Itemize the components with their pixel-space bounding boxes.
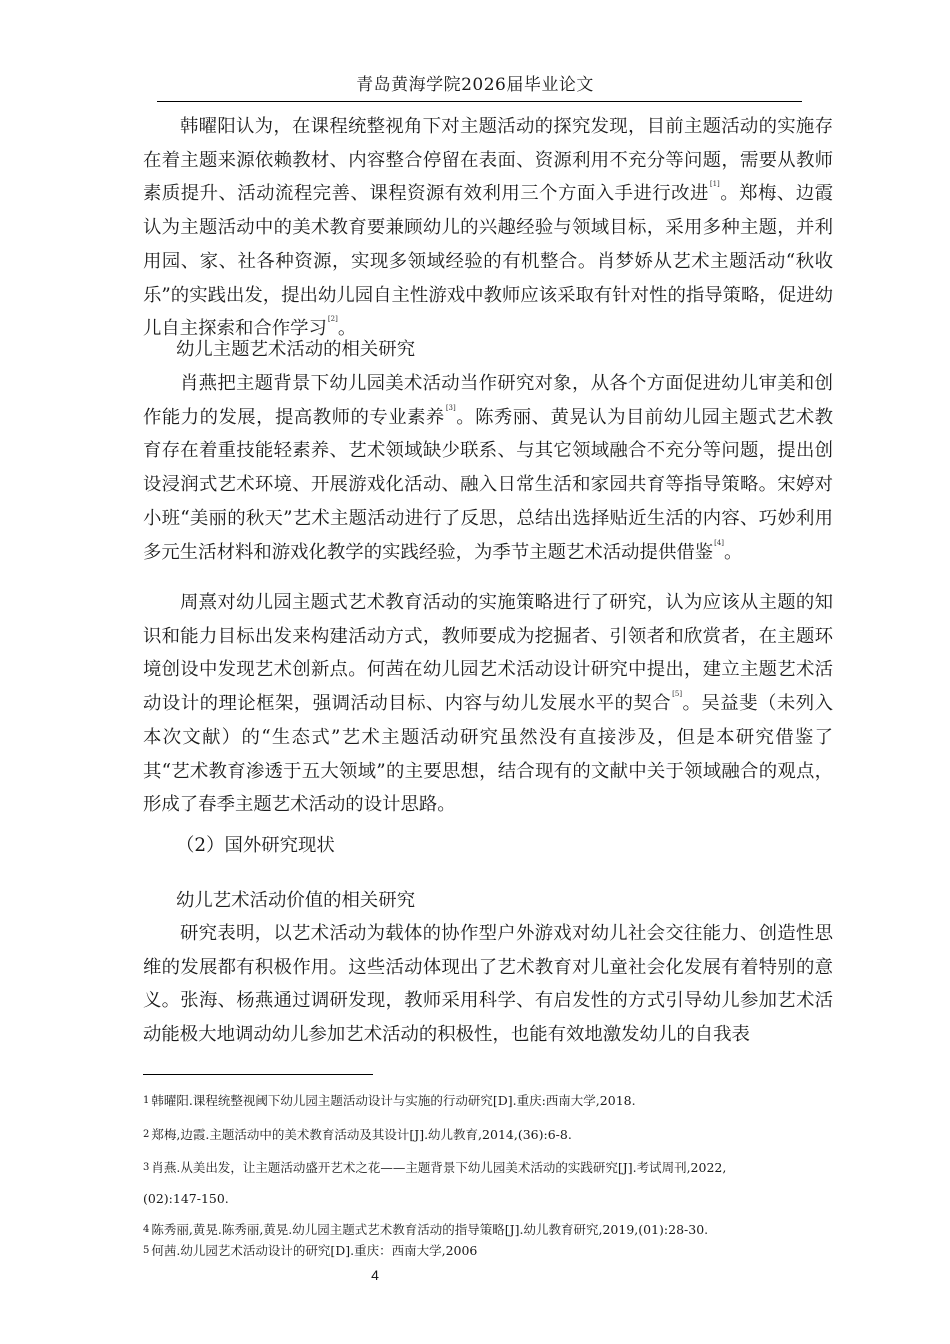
footnote-3-number: 3 — [143, 1162, 150, 1173]
paragraph-1 — [143, 110, 833, 346]
footnote-3-continuation: (02):147-150. — [143, 1191, 229, 1206]
citation-ref-3[interactable]: [3] — [445, 403, 456, 412]
paragraph-1-text-c: 。 — [337, 318, 357, 340]
citation-ref-4[interactable]: [4] — [714, 538, 725, 547]
footnote-1-text: 韩曜阳.课程统整视阈下幼儿园主题活动设计与实施的行动研究[D].重庆:西南大学,2018. — [151, 1093, 636, 1108]
footnote-5-text: 何茜.幼儿园艺术活动设计的研究[D].重庆：西南大学,2006 — [151, 1243, 478, 1258]
paragraph-1-text-a: 韩曜阳认为，在课程统整视角下对主题活动的探究发现，目前主题活动的实施存在着主题来源依赖教材、内容整合停留在表面、资源利用不充分等问题，需要从教师素质提升、活动流程完善、课程资源有效利用三个方面入手进行改进 — [143, 116, 833, 205]
page-number — [0, 1266, 950, 1284]
paragraph-3-text-a: 周熹对幼儿园主题式艺术教育活动的实施策略进行了研究，认为应该从主题的知识和能力目标出发来构建活动方式，教师要成为挖掘者、引领者和欣赏者，在主题环境创设中发现艺术创新点。何茜在幼儿园艺术活动设计研究中提出，建立主题艺术活动设计的理论框架，强调活动目标、内容与幼儿发展水平的契合 — [143, 592, 833, 715]
citation-ref-5[interactable]: [5] — [672, 690, 683, 699]
footnote-1-number: 1 — [143, 1095, 150, 1106]
footnote-2-text: 郑梅,边霞.主题活动中的美术教育活动及其设计[J].幼儿教育,2014,(36):6-8. — [151, 1127, 572, 1142]
footnote-4-number: 4 — [143, 1224, 150, 1235]
citation-ref-1[interactable]: [1] — [709, 180, 720, 189]
subheading-domestic-theme-art: 幼儿主题艺术活动的相关研究 — [176, 339, 416, 360]
page-header-title: 青岛黄海学院2026届毕业论文 — [356, 75, 594, 95]
paragraph-4: 研究表明，以艺术活动为载体的协作型户外游戏对幼儿社会交往能力、创造性思维的发展都有积极作用。这些活动体现出了艺术教育对儿童社会化发展有着特别的意义。张海、杨燕通过调研发现，教师采用科学、有启发性的方式引导幼儿参加艺术活动能极大地调动幼儿参加艺术活动的积极性，也能有效地激发幼儿的自我表 — [143, 923, 833, 1046]
paragraph-3 — [143, 586, 833, 822]
footnote-4-text: 陈秀丽,黄晃.陈秀丽,黄晃.幼儿园主题式艺术教育活动的指导策略[J].幼儿教育研究,2019,(01):28-30. — [151, 1222, 709, 1237]
paragraph-2 — [143, 367, 833, 569]
paragraph-2-text-a: 肖燕把主题背景下幼儿园美术活动当作研究对象，从各个方面促进幼儿审美和创作能力的发展，提高教师的专业素养 — [143, 373, 833, 428]
footnote-2 — [143, 1126, 833, 1146]
paragraph-1-text-b: 。郑梅、边霞认为主题活动中的美术教育要兼顾幼儿的兴趣经验与领域目标，采用多种主题，并利用园、家、社各种资源，实现多领域经验的有机整合。肖梦娇从艺术主题活动“秋收乐”的实践出发，提出幼儿园自主性游戏中教师应该采取有针对性的指导策略，促进幼儿自主探索和合作学习 — [143, 183, 833, 340]
paragraph-3-text-b: 。吴益斐（未列入本次文献）的“生态式”艺术主题活动研究虽然没有直接涉及，但是本研究借鉴了其“艺术教育渗透于五大领域”的主要思想，结合现有的文献中关于领域融合的观点，形成了春季主题艺术活动的设计思路。 — [143, 693, 833, 816]
footnote-1 — [143, 1092, 833, 1112]
footnote-3-text: 肖燕.从美出发，让主题活动盛开艺术之花——主题背景下幼儿园美术活动的实践研究[J].考试周刊,2022, — [151, 1160, 727, 1175]
citation-ref-2[interactable]: [2] — [327, 315, 338, 324]
footnote-2-number: 2 — [143, 1129, 150, 1140]
footnote-5-number: 5 — [143, 1245, 150, 1256]
footnote-separator — [143, 1074, 373, 1075]
subheading-art-activity-value: 幼儿艺术活动价值的相关研究 — [176, 890, 416, 911]
section-heading-foreign-research: （2）国外研究现状 — [176, 835, 335, 856]
page-number-value: 4 — [371, 1267, 379, 1283]
paragraph-2-text-c: 。 — [724, 541, 743, 563]
paragraph-2-text-b: 。陈秀丽、黄晃认为目前幼儿园主题式艺术教育存在着重技能轻素养、艺术领域缺少联系、与其它领域融合不充分等问题，提出创设浸润式艺术环境、开展游戏化活动、融入日常生活和家园共育等指导策略。宋婷对小班“美丽的秋天”艺术主题活动进行了反思，总结出选择贴近生活的内容、巧妙利用多元生活材料和游戏化教学的实践经验，为季节主题艺术活动提供借鉴 — [143, 406, 833, 563]
header-rule — [157, 101, 802, 102]
footnote-5 — [143, 1242, 833, 1262]
footnote-3 — [143, 1159, 833, 1179]
footnote-4 — [143, 1221, 833, 1241]
